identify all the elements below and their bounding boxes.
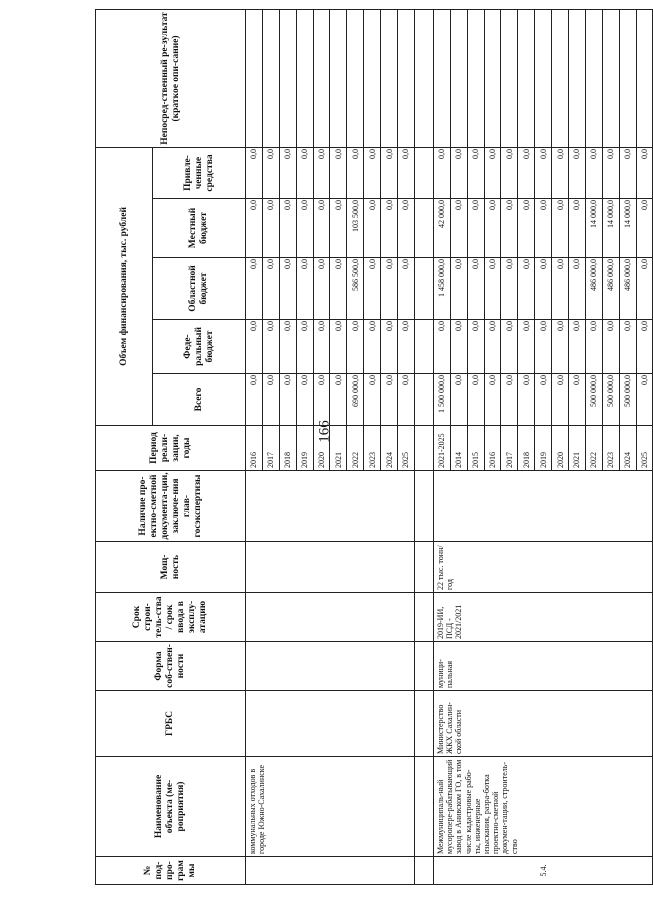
regional-cell: 0,0 bbox=[313, 258, 330, 320]
regional-cell: 0,0 bbox=[467, 258, 484, 320]
attracted-cell: 0,0 bbox=[535, 147, 552, 198]
local-cell: 0,0 bbox=[330, 199, 347, 258]
local-cell: 0,0 bbox=[569, 199, 586, 258]
result-cell bbox=[585, 9, 602, 147]
header-local: Местный бюджет bbox=[153, 199, 246, 258]
regional-cell: 486 000,0 bbox=[602, 258, 619, 320]
object-name-cell: Межмуниципаль-ный мусоропере-рабатывающий завод в Анивском ГО, в том числе кадастровые рабо-ты, инженерные изыскания, разра-ботка проектно-сметной докумен-тации, строитель-ство bbox=[433, 757, 653, 857]
local-cell: 0,0 bbox=[313, 199, 330, 258]
federal-cell: 0,0 bbox=[398, 320, 415, 374]
regional-cell: 0,0 bbox=[484, 258, 501, 320]
local-cell: 14 000,0 bbox=[619, 199, 636, 258]
total-cell: 500 000,0 bbox=[585, 374, 602, 426]
total-cell: 500 000,0 bbox=[619, 374, 636, 426]
federal-cell: 0,0 bbox=[484, 320, 501, 374]
federal-cell: 0,0 bbox=[501, 320, 518, 374]
result-cell bbox=[636, 9, 653, 147]
total-cell: 0,0 bbox=[279, 374, 296, 426]
ownership-cell: муници-пальная bbox=[433, 642, 653, 691]
local-cell: 0,0 bbox=[364, 199, 381, 258]
total-cell: 0,0 bbox=[535, 374, 552, 426]
total-cell: 0,0 bbox=[313, 374, 330, 426]
federal-cell: 0,0 bbox=[330, 320, 347, 374]
result-cell bbox=[535, 9, 552, 147]
total-cell: 0,0 bbox=[296, 374, 313, 426]
total-cell: 0,0 bbox=[501, 374, 518, 426]
attracted-cell: 0,0 bbox=[330, 147, 347, 198]
total-cell: 0,0 bbox=[364, 374, 381, 426]
result-cell bbox=[313, 9, 330, 147]
regional-cell: 0,0 bbox=[296, 258, 313, 320]
attracted-cell: 0,0 bbox=[398, 147, 415, 198]
result-cell bbox=[501, 9, 518, 147]
regional-cell: 0,0 bbox=[262, 258, 279, 320]
attracted-cell: 0,0 bbox=[296, 147, 313, 198]
local-cell: 14 000,0 bbox=[585, 199, 602, 258]
total-cell: 0,0 bbox=[467, 374, 484, 426]
period-cell: 2016 bbox=[246, 426, 263, 471]
regional-cell: 1 458 000,0 bbox=[433, 258, 450, 320]
federal-cell: 0,0 bbox=[433, 320, 450, 374]
attracted-cell: 0,0 bbox=[552, 147, 569, 198]
period-cell: 2017 bbox=[501, 426, 518, 471]
period-cell: 2018 bbox=[518, 426, 535, 471]
attracted-cell: 0,0 bbox=[518, 147, 535, 198]
period-cell: 2023 bbox=[364, 426, 381, 471]
regional-cell: 0,0 bbox=[330, 258, 347, 320]
regional-cell: 486 000,0 bbox=[619, 258, 636, 320]
federal-cell: 0,0 bbox=[518, 320, 535, 374]
federal-cell: 0,0 bbox=[569, 320, 586, 374]
period-cell: 2014 bbox=[450, 426, 467, 471]
result-cell bbox=[347, 9, 364, 147]
federal-cell: 0,0 bbox=[279, 320, 296, 374]
local-cell: 0,0 bbox=[467, 199, 484, 258]
federal-cell: 0,0 bbox=[585, 320, 602, 374]
total-cell: 0,0 bbox=[518, 374, 535, 426]
regional-cell: 0,0 bbox=[381, 258, 398, 320]
federal-cell: 0,0 bbox=[347, 320, 364, 374]
period-cell: 2022 bbox=[347, 426, 364, 471]
grbs-cell bbox=[246, 691, 415, 757]
total-cell: 0,0 bbox=[569, 374, 586, 426]
result-cell bbox=[467, 9, 484, 147]
header-total: Всего bbox=[153, 374, 246, 426]
local-cell: 0,0 bbox=[535, 199, 552, 258]
capacity-cell bbox=[246, 542, 415, 593]
attracted-cell: 0,0 bbox=[450, 147, 467, 198]
local-cell: 103 500,0 bbox=[347, 199, 364, 258]
ownership-cell bbox=[246, 642, 415, 691]
period-cell: 2019 bbox=[535, 426, 552, 471]
result-cell bbox=[279, 9, 296, 147]
regional-cell: 0,0 bbox=[364, 258, 381, 320]
federal-cell: 0,0 bbox=[619, 320, 636, 374]
regional-cell: 0,0 bbox=[398, 258, 415, 320]
num-cell: 5.4. bbox=[433, 857, 653, 885]
period-cell: 2024 bbox=[619, 426, 636, 471]
total-cell: 1 500 000,0 bbox=[433, 374, 450, 426]
separator-row bbox=[414, 9, 433, 884]
total-cell: 0,0 bbox=[262, 374, 279, 426]
local-cell: 0,0 bbox=[450, 199, 467, 258]
term-cell: 2019-ИИ, ПСД - 2021/2021 bbox=[433, 593, 653, 642]
result-cell bbox=[569, 9, 586, 147]
attracted-cell: 0,0 bbox=[636, 147, 653, 198]
result-cell bbox=[246, 9, 263, 147]
local-cell: 0,0 bbox=[636, 199, 653, 258]
federal-cell: 0,0 bbox=[552, 320, 569, 374]
result-cell bbox=[450, 9, 467, 147]
regional-cell: 0,0 bbox=[279, 258, 296, 320]
regional-cell: 0,0 bbox=[450, 258, 467, 320]
header-ownership: Форма соб-ствен-ности bbox=[96, 642, 246, 691]
federal-cell: 0,0 bbox=[467, 320, 484, 374]
federal-cell: 0,0 bbox=[313, 320, 330, 374]
result-cell bbox=[296, 9, 313, 147]
federal-cell: 0,0 bbox=[450, 320, 467, 374]
total-cell: 0,0 bbox=[330, 374, 347, 426]
period-cell: 2020 bbox=[313, 426, 330, 471]
header-psd: Наличие про-ектно-сметной документа-ции, заключе-ния глав-госэкспертизы bbox=[96, 471, 246, 542]
federal-cell: 0,0 bbox=[262, 320, 279, 374]
local-cell: 0,0 bbox=[552, 199, 569, 258]
regional-cell: 0,0 bbox=[535, 258, 552, 320]
regional-cell: 586 500,0 bbox=[347, 258, 364, 320]
header-term: Срок строи-тель-ства / срок ввода в эксплу-атацию bbox=[96, 593, 246, 642]
object-name-cell: коммунальных отходов в городе Южно-Сахалинске bbox=[246, 757, 415, 857]
period-cell: 2025 bbox=[636, 426, 653, 471]
result-cell bbox=[262, 9, 279, 147]
result-cell bbox=[330, 9, 347, 147]
local-cell: 14 000,0 bbox=[602, 199, 619, 258]
regional-cell: 0,0 bbox=[569, 258, 586, 320]
attracted-cell: 0,0 bbox=[279, 147, 296, 198]
regional-cell: 0,0 bbox=[246, 258, 263, 320]
attracted-cell: 0,0 bbox=[313, 147, 330, 198]
capacity-cell: 22 тыс. тонн/год bbox=[433, 542, 653, 593]
regional-cell: 0,0 bbox=[552, 258, 569, 320]
period-cell: 2016 bbox=[484, 426, 501, 471]
attracted-cell: 0,0 bbox=[602, 147, 619, 198]
total-cell: 0,0 bbox=[398, 374, 415, 426]
period-cell: 2018 bbox=[279, 426, 296, 471]
federal-cell: 0,0 bbox=[602, 320, 619, 374]
regional-cell: 0,0 bbox=[501, 258, 518, 320]
local-cell: 0,0 bbox=[381, 199, 398, 258]
header-financing: Объем финансирования, тыс. рублей bbox=[96, 147, 153, 425]
rotated-table-container bbox=[95, 10, 650, 885]
header-name: Наименование объекта (ме-роприятия) bbox=[96, 757, 246, 857]
federal-cell: 0,0 bbox=[535, 320, 552, 374]
total-cell: 690 000,0 bbox=[347, 374, 364, 426]
attracted-cell: 0,0 bbox=[501, 147, 518, 198]
total-cell: 0,0 bbox=[552, 374, 569, 426]
federal-cell: 0,0 bbox=[364, 320, 381, 374]
attracted-cell: 0,0 bbox=[347, 147, 364, 198]
period-cell: 2017 bbox=[262, 426, 279, 471]
result-cell bbox=[364, 9, 381, 147]
period-cell: 2020 bbox=[552, 426, 569, 471]
attracted-cell: 0,0 bbox=[467, 147, 484, 198]
psd-cell bbox=[433, 471, 653, 542]
term-cell bbox=[246, 593, 415, 642]
period-cell: 2021 bbox=[569, 426, 586, 471]
table-row bbox=[433, 9, 450, 884]
attracted-cell: 0,0 bbox=[619, 147, 636, 198]
period-cell: 2024 bbox=[381, 426, 398, 471]
total-cell: 0,0 bbox=[246, 374, 263, 426]
total-cell: 0,0 bbox=[381, 374, 398, 426]
attracted-cell: 0,0 bbox=[262, 147, 279, 198]
period-cell: 2025 bbox=[398, 426, 415, 471]
result-cell bbox=[484, 9, 501, 147]
period-cell: 2021-2025 bbox=[433, 426, 450, 471]
attracted-cell: 0,0 bbox=[484, 147, 501, 198]
period-cell: 2021 bbox=[330, 426, 347, 471]
local-cell: 0,0 bbox=[296, 199, 313, 258]
attracted-cell: 0,0 bbox=[364, 147, 381, 198]
grbs-cell: Министерство ЖКХ Сахалин-ской области bbox=[433, 691, 653, 757]
result-cell bbox=[398, 9, 415, 147]
header-period: Период реали-зации, годы bbox=[96, 426, 246, 471]
header-capacity: Мощ-ность bbox=[96, 542, 246, 593]
local-cell: 0,0 bbox=[398, 199, 415, 258]
federal-cell: 0,0 bbox=[636, 320, 653, 374]
period-cell: 2019 bbox=[296, 426, 313, 471]
local-cell: 0,0 bbox=[246, 199, 263, 258]
header-regional: Областной бюджет bbox=[153, 258, 246, 320]
federal-cell: 0,0 bbox=[381, 320, 398, 374]
local-cell: 0,0 bbox=[484, 199, 501, 258]
total-cell: 0,0 bbox=[484, 374, 501, 426]
result-cell bbox=[619, 9, 636, 147]
result-cell bbox=[381, 9, 398, 147]
attracted-cell: 0,0 bbox=[433, 147, 450, 198]
attracted-cell: 0,0 bbox=[381, 147, 398, 198]
attracted-cell: 0,0 bbox=[585, 147, 602, 198]
header-grbs: ГРБС bbox=[96, 691, 246, 757]
header-federal: Феде-ральный бюджет bbox=[153, 320, 246, 374]
result-cell bbox=[518, 9, 535, 147]
regional-cell: 0,0 bbox=[636, 258, 653, 320]
attracted-cell: 0,0 bbox=[569, 147, 586, 198]
total-cell: 500 000,0 bbox=[602, 374, 619, 426]
federal-cell: 0,0 bbox=[246, 320, 263, 374]
attracted-cell: 0,0 bbox=[246, 147, 263, 198]
psd-cell bbox=[246, 471, 415, 542]
result-cell bbox=[552, 9, 569, 147]
local-cell: 0,0 bbox=[279, 199, 296, 258]
header-num: № под-про-грам мы bbox=[96, 857, 246, 885]
local-cell: 0,0 bbox=[501, 199, 518, 258]
total-cell: 0,0 bbox=[636, 374, 653, 426]
regional-cell: 0,0 bbox=[518, 258, 535, 320]
financing-table bbox=[95, 9, 653, 885]
result-cell bbox=[433, 9, 450, 147]
num-cell bbox=[246, 857, 415, 885]
header-attracted: Привле-ченные средства bbox=[153, 147, 246, 198]
period-cell: 2015 bbox=[467, 426, 484, 471]
total-cell: 0,0 bbox=[450, 374, 467, 426]
regional-cell: 486 000,0 bbox=[585, 258, 602, 320]
local-cell: 0,0 bbox=[518, 199, 535, 258]
result-cell bbox=[602, 9, 619, 147]
page-number: 166 bbox=[316, 420, 333, 443]
period-cell: 2023 bbox=[602, 426, 619, 471]
local-cell: 42 000,0 bbox=[433, 199, 450, 258]
period-cell: 2022 bbox=[585, 426, 602, 471]
table-row bbox=[246, 9, 263, 884]
federal-cell: 0,0 bbox=[296, 320, 313, 374]
header-result: Непосред-ственный ре-зультат (краткое опи-сание) bbox=[96, 9, 246, 147]
local-cell: 0,0 bbox=[262, 199, 279, 258]
